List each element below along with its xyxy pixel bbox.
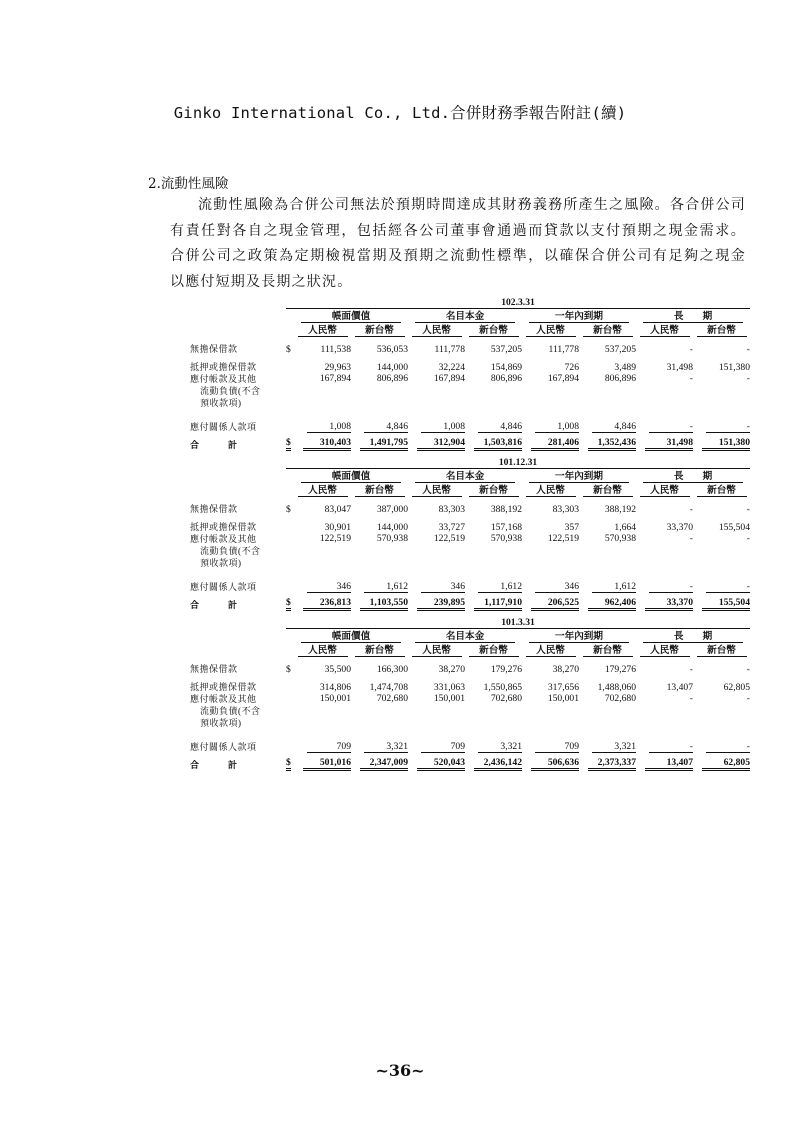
cell-total: 62,805	[693, 753, 750, 771]
column-group-header: 帳面價值	[294, 309, 408, 324]
intro-text: 流動性風險為合併公司無法於預期時間達成其財務義務所產生之風險。各合併公司有責任對各自之現金管理，包括經各公司董事會通過而貸款以支付預期之現金需求。合併公司之政策為定期檢視當期及預期之流動性標準，以確保合併公司有足夠之現金以應付短期及長期之狀況。	[170, 197, 746, 290]
cell-total: 155,504	[693, 593, 750, 611]
column-group-header: 帳面價值	[294, 629, 408, 644]
cell-payables: 150,001	[319, 693, 351, 704]
row-payables	[190, 373, 750, 415]
cell-unsecured: 83,303	[438, 504, 465, 515]
cell-secured: 726	[564, 362, 579, 373]
row-label-line: 流動負債(不含	[200, 386, 261, 396]
cell-total: 1,491,795	[351, 433, 408, 451]
cell-related: -	[693, 575, 750, 593]
table-date: 101.12.31	[286, 454, 750, 469]
cell-payables: 150,001	[433, 693, 465, 704]
cell-unsecured: -	[746, 664, 750, 675]
cell-unsecured: 388,192	[604, 504, 636, 515]
cell-secured: 317,656	[547, 682, 579, 693]
row-label: 應付關係人款項	[190, 742, 257, 752]
cell-secured: 151,380	[718, 362, 750, 373]
cell-payables: -	[746, 373, 750, 384]
row-label-line: 流動負債(不含	[200, 706, 261, 716]
cell-total: 962,406	[579, 593, 636, 611]
column-group-header: 一年內到期	[522, 469, 636, 484]
cell-payables: -	[689, 693, 693, 704]
currency-symbol	[286, 373, 294, 415]
cell-related: 709	[522, 735, 579, 753]
cell-unsecured: 537,205	[604, 344, 636, 355]
cell-total: 2,373,337	[579, 753, 636, 771]
cell-related: 4,846	[351, 415, 408, 433]
cell-related: 346	[408, 575, 465, 593]
cell-related: 346	[522, 575, 579, 593]
cell-secured: 33,727	[438, 522, 465, 533]
cell-unsecured: 38,270	[552, 664, 579, 675]
cell-unsecured: -	[746, 344, 750, 355]
currency-header: 人民幣	[636, 323, 693, 337]
cell-payables: -	[689, 533, 693, 544]
cell-secured: 30,901	[324, 522, 351, 533]
cell-secured: 314,806	[319, 682, 351, 693]
cell-secured: 1,488,060	[597, 682, 636, 693]
currency-header: 人民幣	[636, 483, 693, 497]
currency-symbol	[286, 693, 294, 735]
currency-header: 新台幣	[351, 323, 408, 337]
cell-related: 1,612	[351, 575, 408, 593]
cell-secured: 29,963	[324, 362, 351, 373]
cell-secured: 1,664	[614, 522, 636, 533]
column-group-header: 長 期	[636, 469, 750, 484]
cell-payables: 167,894	[547, 373, 579, 384]
cell-unsecured: 111,778	[548, 344, 579, 355]
cell-payables: -	[689, 373, 693, 384]
liquidity-table-0	[190, 294, 750, 451]
row-payables	[190, 693, 750, 735]
currency-header: 人民幣	[522, 323, 579, 337]
cell-unsecured: 35,500	[324, 664, 351, 675]
cell-payables: 122,519	[319, 533, 351, 544]
cell-related: 1,612	[465, 575, 522, 593]
page-header: Ginko International Co., Ltd.合併財務季報告附註(續)	[173, 104, 627, 122]
cell-unsecured: -	[689, 504, 693, 515]
currency-symbol: $	[286, 433, 294, 451]
cell-unsecured: 537,205	[490, 344, 522, 355]
currency-symbol: $	[286, 593, 294, 611]
currency-symbol	[286, 515, 294, 533]
page-number: ~36~	[375, 1061, 425, 1080]
cell-secured: 33,370	[666, 522, 693, 533]
row-label: 無擔保借款	[190, 344, 238, 354]
row-label-line: 應付帳款及其他	[190, 694, 257, 704]
cell-total: 312,904	[408, 433, 465, 451]
currency-header: 新台幣	[579, 643, 636, 657]
cell-related: 709	[408, 735, 465, 753]
cell-total: 2,436,142	[465, 753, 522, 771]
cell-unsecured: 38,270	[438, 664, 465, 675]
column-group-header: 帳面價值	[294, 469, 408, 484]
cell-total: 239,895	[408, 593, 465, 611]
cell-related: -	[636, 415, 693, 433]
currency-header: 人民幣	[636, 643, 693, 657]
cell-total: 1,103,550	[351, 593, 408, 611]
currency-header: 新台幣	[465, 643, 522, 657]
cell-payables: 806,896	[604, 373, 636, 384]
row-label-line: 流動負債(不含	[200, 546, 261, 556]
cell-secured: 1,474,708	[369, 682, 408, 693]
cell-secured: 62,805	[723, 682, 750, 693]
cell-secured: 155,504	[718, 522, 750, 533]
row-label	[190, 373, 286, 415]
cell-secured: 1,550,865	[483, 682, 522, 693]
liquidity-table-2	[190, 614, 750, 771]
cell-secured: 31,498	[666, 362, 693, 373]
currency-header: 新台幣	[693, 483, 750, 497]
cell-related: -	[636, 575, 693, 593]
column-group-header: 一年內到期	[522, 309, 636, 324]
table-date: 102.3.31	[286, 294, 750, 309]
currency-header: 新台幣	[351, 483, 408, 497]
currency-symbol: $	[286, 504, 291, 515]
row-secured	[190, 515, 750, 533]
row-label	[190, 693, 286, 735]
cell-secured: 32,224	[438, 362, 465, 373]
cell-payables: 806,896	[490, 373, 522, 384]
row-payables	[190, 533, 750, 575]
cell-related: 1,008	[522, 415, 579, 433]
cell-payables: 122,519	[547, 533, 579, 544]
currency-header: 新台幣	[465, 483, 522, 497]
cell-unsecured: 388,192	[490, 504, 522, 515]
currency-symbol: $	[286, 753, 294, 771]
cell-related: 4,846	[579, 415, 636, 433]
cell-related: 4,846	[465, 415, 522, 433]
cell-unsecured: 83,303	[552, 504, 579, 515]
cell-total: 31,498	[636, 433, 693, 451]
row-label: 抵押或擔保借款	[190, 522, 257, 532]
cell-unsecured: 179,276	[604, 664, 636, 675]
currency-header: 人民幣	[522, 483, 579, 497]
intro-paragraph	[170, 193, 746, 295]
cell-total: 33,370	[636, 593, 693, 611]
cell-secured: 331,063	[433, 682, 465, 693]
row-label: 應付關係人款項	[190, 582, 257, 592]
cell-total: 1,352,436	[579, 433, 636, 451]
cell-payables: 702,680	[376, 693, 408, 704]
cell-unsecured: -	[746, 504, 750, 515]
cell-unsecured: 111,778	[434, 344, 465, 355]
row-total	[190, 593, 750, 611]
currency-symbol	[286, 533, 294, 575]
row-label: 無擔保借款	[190, 664, 238, 674]
row-label-line: 預收款項)	[200, 398, 242, 408]
cell-related: 3,321	[351, 735, 408, 753]
currency-symbol	[286, 415, 294, 433]
row-secured	[190, 355, 750, 373]
cell-secured: 144,000	[376, 362, 408, 373]
column-group-header: 長 期	[636, 309, 750, 324]
currency-symbol	[286, 355, 294, 373]
currency-header: 人民幣	[294, 643, 351, 657]
cell-unsecured: 83,047	[324, 504, 351, 515]
cell-unsecured: 166,300	[376, 664, 408, 675]
row-label: 無擔保借款	[190, 504, 238, 514]
currency-symbol	[286, 575, 294, 593]
row-label	[190, 533, 286, 575]
cell-secured: 13,407	[666, 682, 693, 693]
row-label: 合 計	[190, 600, 248, 610]
cell-related: 1,008	[294, 415, 351, 433]
cell-payables: 570,938	[604, 533, 636, 544]
row-total	[190, 753, 750, 771]
cell-payables: -	[746, 693, 750, 704]
cell-total: 206,525	[522, 593, 579, 611]
currency-header: 新台幣	[351, 643, 408, 657]
liquidity-table-1	[190, 454, 750, 611]
currency-symbol	[286, 675, 294, 693]
column-group-header: 名目本金	[408, 469, 522, 484]
cell-unsecured: 179,276	[490, 664, 522, 675]
row-secured	[190, 675, 750, 693]
cell-unsecured: 387,000	[376, 504, 408, 515]
cell-secured: 3,489	[614, 362, 636, 373]
cell-secured: 357	[564, 522, 579, 533]
cell-total: 1,117,910	[465, 593, 522, 611]
cell-total: 506,636	[522, 753, 579, 771]
currency-symbol: $	[286, 664, 291, 675]
currency-header: 人民幣	[294, 483, 351, 497]
cell-related: 1,612	[579, 575, 636, 593]
cell-unsecured: 111,538	[320, 344, 351, 355]
cell-payables: 167,894	[319, 373, 351, 384]
currency-header: 人民幣	[408, 643, 465, 657]
cell-payables: 167,894	[433, 373, 465, 384]
row-unsecured	[190, 337, 750, 355]
cell-total: 281,406	[522, 433, 579, 451]
cell-payables: 122,519	[433, 533, 465, 544]
cell-payables: 150,001	[547, 693, 579, 704]
column-group-header: 名目本金	[408, 309, 522, 324]
row-label-line: 預收款項)	[200, 558, 242, 568]
cell-total: 236,813	[294, 593, 351, 611]
row-label: 應付關係人款項	[190, 422, 257, 432]
cell-related: 346	[294, 575, 351, 593]
cell-related: 709	[294, 735, 351, 753]
row-label: 合 計	[190, 760, 248, 770]
row-unsecured	[190, 497, 750, 515]
currency-header: 人民幣	[294, 323, 351, 337]
cell-unsecured: -	[689, 664, 693, 675]
currency-header: 人民幣	[408, 483, 465, 497]
row-related	[190, 415, 750, 433]
cell-total: 151,380	[693, 433, 750, 451]
cell-related: -	[693, 735, 750, 753]
cell-total: 501,016	[294, 753, 351, 771]
currency-header: 新台幣	[579, 323, 636, 337]
table-date: 101.3.31	[286, 614, 750, 629]
column-group-header: 長 期	[636, 629, 750, 644]
column-group-header: 一年內到期	[522, 629, 636, 644]
row-label-line: 應付帳款及其他	[190, 534, 257, 544]
cell-secured: 154,869	[490, 362, 522, 373]
cell-payables: 570,938	[490, 533, 522, 544]
currency-header: 人民幣	[522, 643, 579, 657]
cell-related: -	[636, 735, 693, 753]
column-group-header: 名目本金	[408, 629, 522, 644]
section-title: 2.流動性風險	[148, 176, 229, 192]
currency-header: 新台幣	[693, 643, 750, 657]
currency-symbol: $	[286, 344, 291, 355]
row-unsecured	[190, 657, 750, 675]
row-label-line: 應付帳款及其他	[190, 374, 257, 384]
currency-header: 新台幣	[693, 323, 750, 337]
row-label-line: 預收款項)	[200, 718, 242, 728]
cell-related: 3,321	[579, 735, 636, 753]
cell-payables: 702,680	[604, 693, 636, 704]
cell-related: 3,321	[465, 735, 522, 753]
cell-secured: 157,168	[490, 522, 522, 533]
row-label: 抵押或擔保借款	[190, 362, 257, 372]
cell-payables: -	[746, 533, 750, 544]
currency-header: 新台幣	[465, 323, 522, 337]
row-label: 合 計	[190, 440, 248, 450]
row-related	[190, 735, 750, 753]
currency-header: 人民幣	[408, 323, 465, 337]
cell-total: 2,347,009	[351, 753, 408, 771]
cell-related: -	[693, 415, 750, 433]
cell-unsecured: -	[689, 344, 693, 355]
cell-total: 1,503,816	[465, 433, 522, 451]
cell-total: 310,403	[294, 433, 351, 451]
cell-payables: 806,896	[376, 373, 408, 384]
cell-payables: 702,680	[490, 693, 522, 704]
currency-symbol	[286, 735, 294, 753]
row-total	[190, 433, 750, 451]
row-related	[190, 575, 750, 593]
cell-total: 520,043	[408, 753, 465, 771]
cell-unsecured: 536,053	[376, 344, 408, 355]
cell-total: 13,407	[636, 753, 693, 771]
cell-related: 1,008	[408, 415, 465, 433]
cell-secured: 144,000	[376, 522, 408, 533]
currency-header: 新台幣	[579, 483, 636, 497]
cell-payables: 570,938	[376, 533, 408, 544]
row-label: 抵押或擔保借款	[190, 682, 257, 692]
